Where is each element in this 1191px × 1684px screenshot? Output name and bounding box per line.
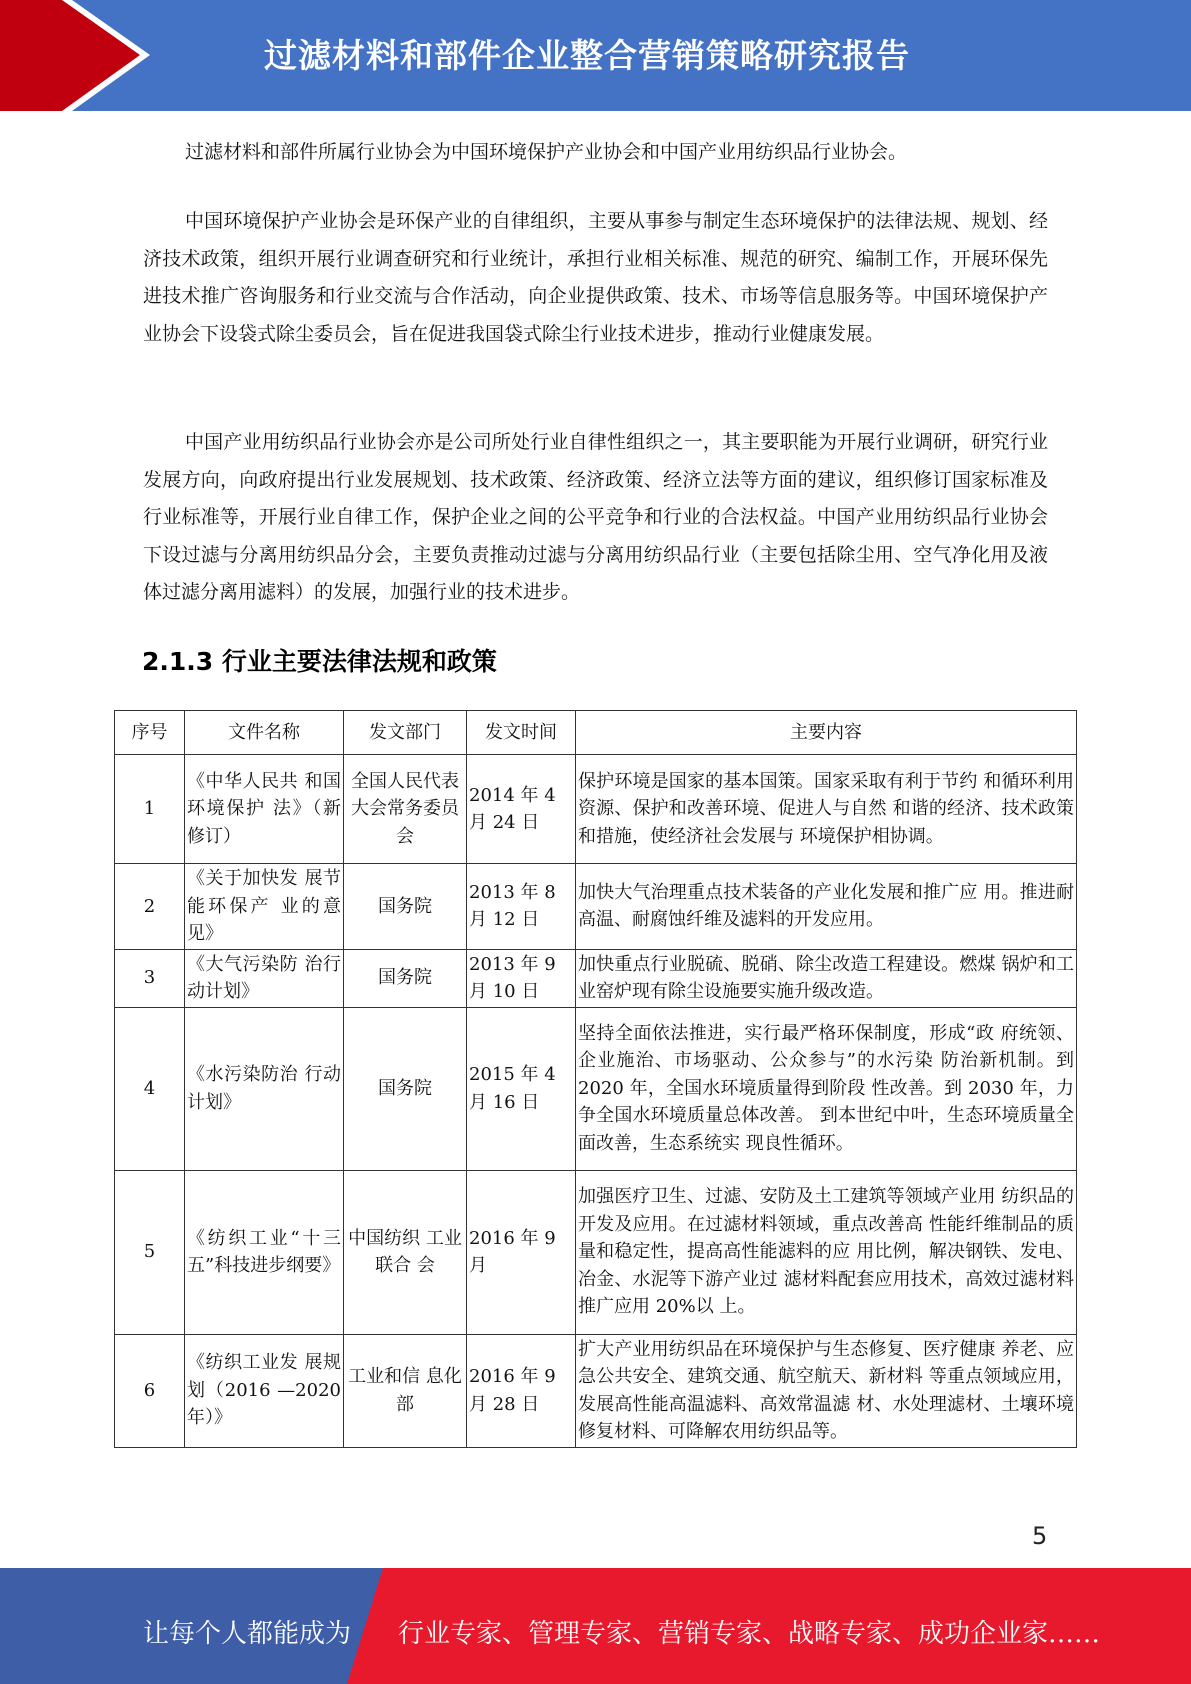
header-issuing-department: 发文部门 (344, 711, 467, 755)
issue-date: 2015 年 4 月 16 日 (467, 1007, 576, 1170)
report-title: 过滤材料和部件企业整合营销策略研究报告 (264, 36, 910, 75)
issuing-department: 工业和信 息化部 (344, 1334, 467, 1447)
document-name: 《关于加快发 展节能环保产 业的意见》 (185, 864, 344, 950)
table-row (115, 864, 1077, 950)
issue-date: 2016 年 9 月 (467, 1170, 576, 1334)
footer-slogan-left: 让每个人都能成为 (143, 1619, 352, 1649)
main-content: 加快大气治理重点技术装备的产业化发展和推广应 用。推进耐高温、耐腐蚀纤维及滤料的开发应用。 (576, 864, 1077, 950)
row-number: 6 (115, 1334, 185, 1447)
page-number: 5 (1032, 1522, 1048, 1550)
document-name: 《大气污染防 治行动计划》 (185, 949, 344, 1007)
issuing-department: 全国人民代表大会常务委员会 (344, 755, 467, 864)
table-row (115, 949, 1077, 1007)
main-content: 坚持全面依法推进，实行最严格环保制度，形成“政 府统领、企业施治、市场驱动、公众参与”的水污染 防治新机制。到 2020 年，全国水环境质量得到阶段 性改善。到 2030 年，力争全国水环境质量总体改善。 到本世纪中叶，生态环境质量全面改善，生态系统实 现良性循环。 (576, 1007, 1077, 1170)
main-content: 加强医疗卫生、过滤、安防及土工建筑等领域产业用 纺织品的开发及应用。在过滤材料领域，重点改善高 性能纤维制品的质量和稳定性，提高高性能滤料的应 用比例，解决钢铁、发电、冶金、水泥等下游产业过 滤材料配套应用技术，高效过滤材料推广应用 20%以 上。 (576, 1170, 1077, 1334)
issue-date: 2014 年 4 月 24 日 (467, 755, 576, 864)
page-footer (0, 1568, 1191, 1684)
issuing-department: 国务院 (344, 949, 467, 1007)
document-name: 《纺织工业发 展规划（2016 —2020 年）》 (185, 1334, 344, 1447)
issue-date: 2013 年 8 月 12 日 (467, 864, 576, 950)
table-row (115, 755, 1077, 864)
main-content: 保护环境是国家的基本国策。国家采取有利于节约 和循环利用资源、保护和改善环境、促进人与自然 和谐的经济、技术政策和措施，使经济社会发展与 环境保护相协调。 (576, 755, 1077, 864)
header-number: 序号 (115, 711, 185, 755)
row-number: 5 (115, 1170, 185, 1334)
row-number: 3 (115, 949, 185, 1007)
row-number: 4 (115, 1007, 185, 1170)
intro-paragraph: 过滤材料和部件所属行业协会为中国环境保护产业协会和中国产业用纺织品行业协会。 (185, 141, 908, 163)
regulations-table (114, 710, 1077, 1448)
row-number: 2 (115, 864, 185, 950)
issue-date: 2013 年 9 月 10 日 (467, 949, 576, 1007)
issue-date: 2016 年 9 月 28 日 (467, 1334, 576, 1447)
page-header (0, 0, 1191, 111)
issuing-department: 国务院 (344, 864, 467, 950)
header-issue-date: 发文时间 (467, 711, 576, 755)
header-document-name: 文件名称 (185, 711, 344, 755)
table-header-row (115, 711, 1077, 755)
document-name: 《中华人民共 和国环境保护 法》（新修订） (185, 755, 344, 864)
table-row (115, 1170, 1077, 1334)
issuing-department: 国务院 (344, 1007, 467, 1170)
issuing-department: 中国纺织 工业联合 会 (344, 1170, 467, 1334)
section-heading: 2.1.3 行业主要法律法规和政策 (142, 647, 497, 676)
footer-slogan-right: 行业专家、管理专家、营销专家、战略专家、成功企业家…… (398, 1619, 1101, 1649)
main-content: 加快重点行业脱硫、脱硝、除尘改造工程建设。燃煤 锅炉和工业窑炉现有除尘设施要实施升级改造。 (576, 949, 1077, 1007)
textile-association-paragraph: 中国产业用纺织品行业协会亦是公司所处行业自律性组织之一，其主要职能为开展行业调研，研究行业发展方向，向政府提出行业发展规划、技术政策、经济政策、经济立法等方面的建议，组织修订国家标准及行业标准等，开展行业自律工作，保护企业之间的公平竞争和行业的合法权益。中国产业用纺织品行业协会下设过滤与分离用纺织品分会，主要负责推动过滤与分离用纺织品行业（主要包括除尘用、空气净化用及液体过滤分离用滤料）的发展，加强行业的技术进步。 (143, 431, 1048, 603)
document-name: 《水污染防治 行动计划》 (185, 1007, 344, 1170)
table-row (115, 1334, 1077, 1447)
document-name: 《纺织工业“十三五”科技进步纲要》 (185, 1170, 344, 1334)
row-number: 1 (115, 755, 185, 864)
main-content: 扩大产业用纺织品在环境保护与生态修复、医疗健康 养老、应急公共安全、建筑交通、航空航天、新材料 等重点领域应用，发展高性能高温滤料、高效常温滤 材、水处理滤材、土壤环境修复材料、可降解农用纺织品等。 (576, 1334, 1077, 1447)
environmental-association-paragraph: 中国环境保护产业协会是环保产业的自律组织，主要从事参与制定生态环境保护的法律法规、规划、经济技术政策，组织开展行业调查研究和行业统计，承担行业相关标准、规范的研究、编制工作，开展环保先进技术推广咨询服务和行业交流与合作活动，向企业提供政策、技术、市场等信息服务等。中国环境保护产业协会下设袋式除尘委员会，旨在促进我国袋式除尘行业技术进步，推动行业健康发展。 (143, 210, 1048, 345)
table-row (115, 1007, 1077, 1170)
header-main-content: 主要内容 (576, 711, 1077, 755)
